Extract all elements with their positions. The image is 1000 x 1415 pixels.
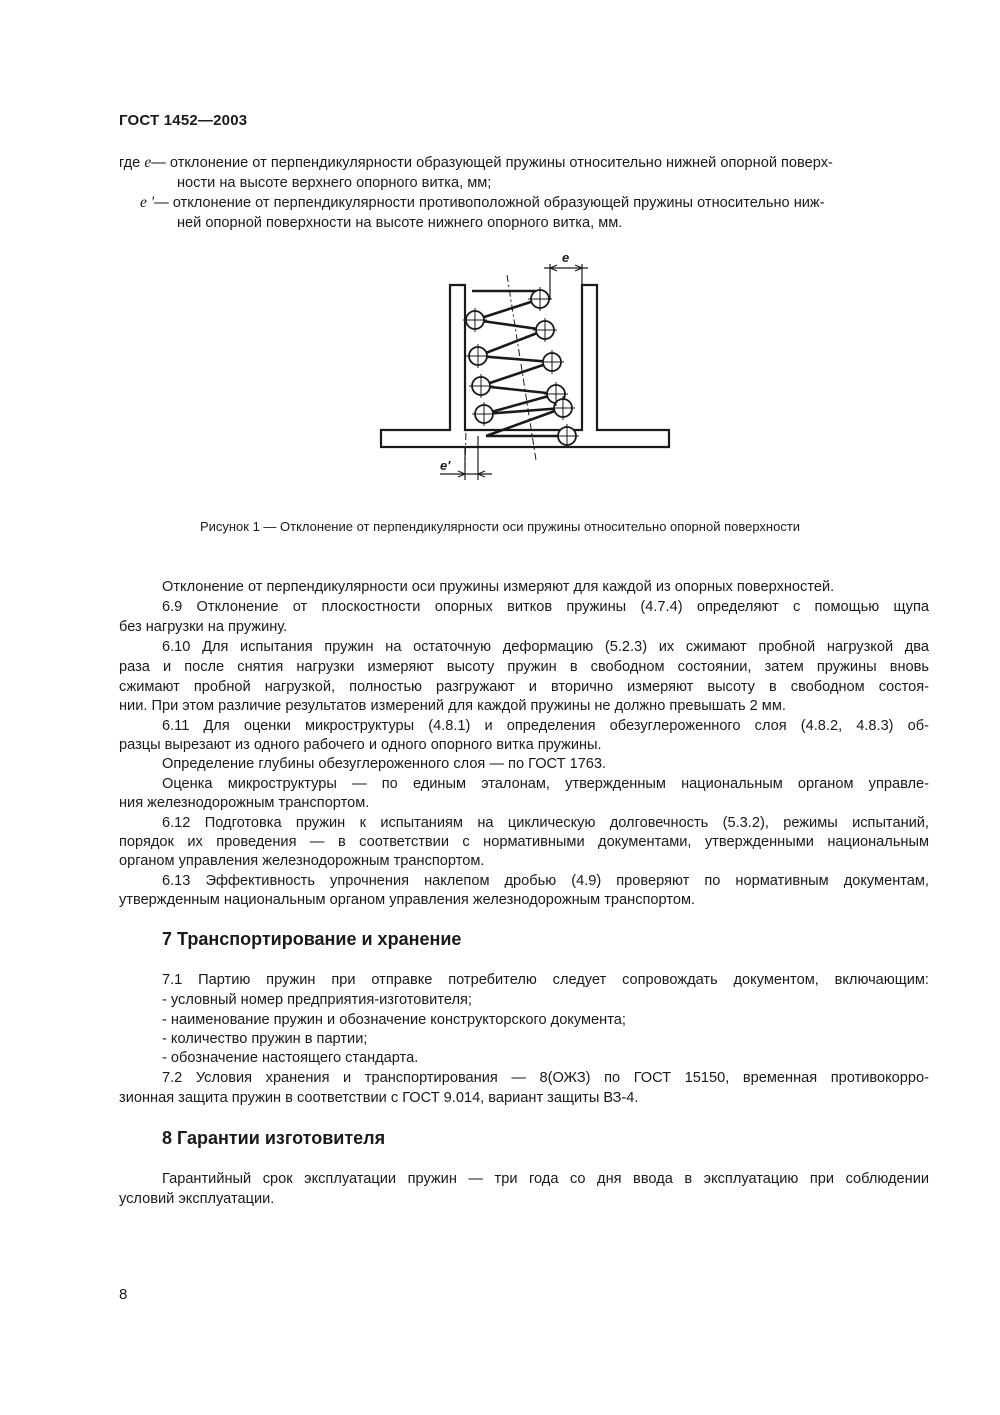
paragraph-line: 6.12 Подготовка пружин к испытаниям на циклическую долговечность (5.3.2), режимы испытаний,: [162, 815, 929, 831]
list-item: - количество пружин в партии;: [162, 1031, 368, 1047]
paragraph-line: порядок их проведения — в соответствии с нормативными документами, утвержденными национальным: [119, 834, 929, 850]
paragraph-line: Определение глубины обезуглероженного слоя — по ГОСТ 1763.: [162, 756, 607, 772]
symbol-e-prime: e ': [140, 194, 155, 211]
label-e: e: [562, 250, 570, 265]
definition-e-prime-line2: ней опорной поверхности на высоте нижнего опорного витка, мм.: [177, 215, 623, 231]
section-8-heading: 8 Гарантии изготовителя: [162, 1128, 386, 1148]
paragraph-line: Гарантийный срок эксплуатации пружин — три года со дня ввода в эксплуатацию при соблюдении: [162, 1171, 929, 1187]
paragraph-line: без нагрузки на пружину.: [119, 619, 288, 635]
paragraph-line: сжимают пробной нагрузкой, полностью разгружают и вторично измеряют высоту в свободном состоя-: [119, 679, 929, 695]
paragraph-line: разцы вырезают из одного рабочего и одного опорного витка пружины.: [119, 737, 602, 753]
paragraph-line: 6.11 Для оценки микроструктуры (4.8.1) и определения обезуглероженного слоя (4.8.2, 4.8.3) об-: [162, 718, 929, 734]
list-item: - наименование пружин и обозначение конструкторского документа;: [162, 1012, 626, 1028]
figure-caption: Рисунок 1 — Отклонение от перпендикулярности оси пружины относительно опорной поверхности: [199, 519, 801, 534]
list-item: - обозначение настоящего стандарта.: [162, 1050, 419, 1066]
section-7-heading: 7 Транспортирование и хранение: [162, 929, 462, 949]
paragraph-line: 7.2 Условия хранения и транспортирования — 8(ОЖЗ) по ГОСТ 15150, временная противокорро-: [162, 1070, 929, 1086]
paragraph-line: условий эксплуатации.: [119, 1191, 275, 1207]
paragraph-line: органом управления железнодорожным транспортом.: [119, 853, 485, 869]
label-e-prime: e': [440, 458, 451, 473]
list-item: - условный номер предприятия-изготовителя;: [162, 992, 472, 1008]
paragraph-line: раза и после снятия нагрузки измеряют высоту пружин в свободном состоянии, затем пружины вновь: [119, 659, 929, 675]
paragraph-line: 6.9 Отклонение от плоскостности опорных витков пружины (4.7.4) определяют с помощью щупа: [162, 599, 929, 615]
symbol-e: e: [144, 154, 152, 171]
paragraph-line: зионная защита пружин в соответствии с ГОСТ 9.014, вариант защиты ВЗ-4.: [119, 1090, 639, 1106]
spring-deviation-figure: [370, 245, 680, 485]
paragraph-line: 6.13 Эффективность упрочнения наклепом дробью (4.9) проверяют по нормативным документам,: [162, 873, 929, 889]
standard-header: ГОСТ 1452—2003: [119, 112, 248, 129]
definition-e-prime-line1: e '— отклонение от перпендикулярности противоположной образующей пружины относительно ниж-: [140, 194, 825, 211]
paragraph-line: ния железнодорожным транспортом.: [119, 795, 370, 811]
definition-e-line2: ности на высоте верхнего опорного витка, мм;: [177, 175, 492, 191]
definition-e-line1: где e— отклонение от перпендикулярности образующей пружины относительно нижней опорной поверх-: [119, 154, 833, 171]
paragraph-line: 6.10 Для испытания пружин на остаточную деформацию (5.2.3) их сжимают пробной нагрузкой два: [162, 639, 929, 655]
paragraph-line: Отклонение от перпендикулярности оси пружины измеряют для каждой из опорных поверхностей.: [162, 579, 835, 595]
page-number: 8: [119, 1286, 128, 1303]
paragraph-line: 7.1 Партию пружин при отправке потребителю следует сопровождать документом, включающим:: [162, 972, 929, 988]
paragraph-line: Оценка микроструктуры — по единым эталонам, утвержденным национальным органом управле-: [162, 776, 929, 792]
paragraph-line: утвержденным национальным органом управления железнодорожным транспортом.: [119, 892, 696, 908]
paragraph-line: нии. При этом различие результатов измерений для каждой пружины не должно превышать 2 мм.: [119, 698, 786, 714]
